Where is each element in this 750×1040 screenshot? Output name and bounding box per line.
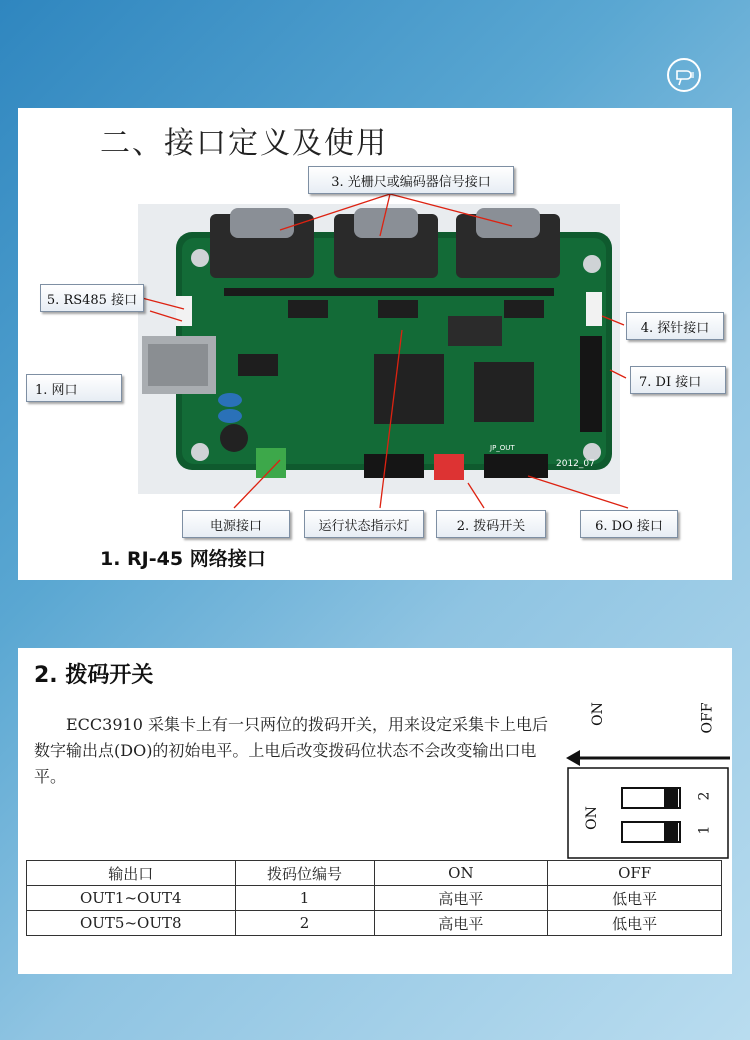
label-rs485-interface: 5. RS485 接口	[40, 284, 144, 312]
table-cell: OUT1~OUT4	[27, 886, 236, 911]
label-network-port: 1. 网口	[26, 374, 122, 402]
board-photo	[138, 204, 620, 494]
table-row	[27, 911, 722, 936]
diagram-switch-on-label: ON	[583, 806, 600, 830]
diagram-switch-2: 2	[696, 791, 713, 801]
label-do-interface: 6. DO 接口	[580, 510, 678, 538]
table-cell: 低电平	[548, 911, 722, 936]
dip-description: ECC3910 采集卡上有一只两位的拨码开关，用来设定采集卡上电后数字输出点(DO)的初始电平。上电后改变拨码位状态不会改变输出口电平。	[34, 715, 548, 786]
dip-table	[26, 860, 722, 936]
label-di-interface: 7. DI 接口	[630, 366, 726, 394]
rj45-subtitle: 1. RJ-45 网络接口	[100, 548, 266, 570]
label-dip-switch: 2. 拨码开关	[436, 510, 546, 538]
table-header: ON	[374, 861, 548, 886]
table-cell: 1	[235, 886, 374, 911]
label-status-led: 运行状态指示灯	[304, 510, 424, 538]
table-header: OFF	[548, 861, 722, 886]
label-power-interface: 电源接口	[182, 510, 290, 538]
table-cell: 高电平	[374, 911, 548, 936]
table-cell: 低电平	[548, 886, 722, 911]
diagram-off-label: OFF	[699, 702, 716, 734]
board-date-mark: 2012_07	[556, 459, 595, 469]
table-header-row	[27, 861, 722, 886]
diagram-on-label: ON	[589, 702, 606, 726]
dip-switch-panel	[18, 648, 732, 974]
board-silk-jp-out: JP_OUT	[490, 444, 515, 452]
table-cell: 2	[235, 911, 374, 936]
diagram-switch-1: 1	[696, 825, 713, 835]
table-cell: 高电平	[374, 886, 548, 911]
interface-definition-panel	[18, 108, 732, 580]
page-title: 二、接口定义及使用	[100, 126, 388, 161]
table-header: 拨码位编号	[235, 861, 374, 886]
hairdryer-icon[interactable]	[667, 58, 701, 92]
label-probe-interface: 4. 探针接口	[626, 312, 724, 340]
dip-switch-diagram	[554, 692, 730, 862]
label-encoder-interface: 3. 光栅尺或编码器信号接口	[308, 166, 514, 194]
dip-section-title: 2. 拨码开关	[34, 663, 154, 688]
table-row	[27, 886, 722, 911]
table-header: 输出口	[27, 861, 236, 886]
table-cell: OUT5~OUT8	[27, 911, 236, 936]
